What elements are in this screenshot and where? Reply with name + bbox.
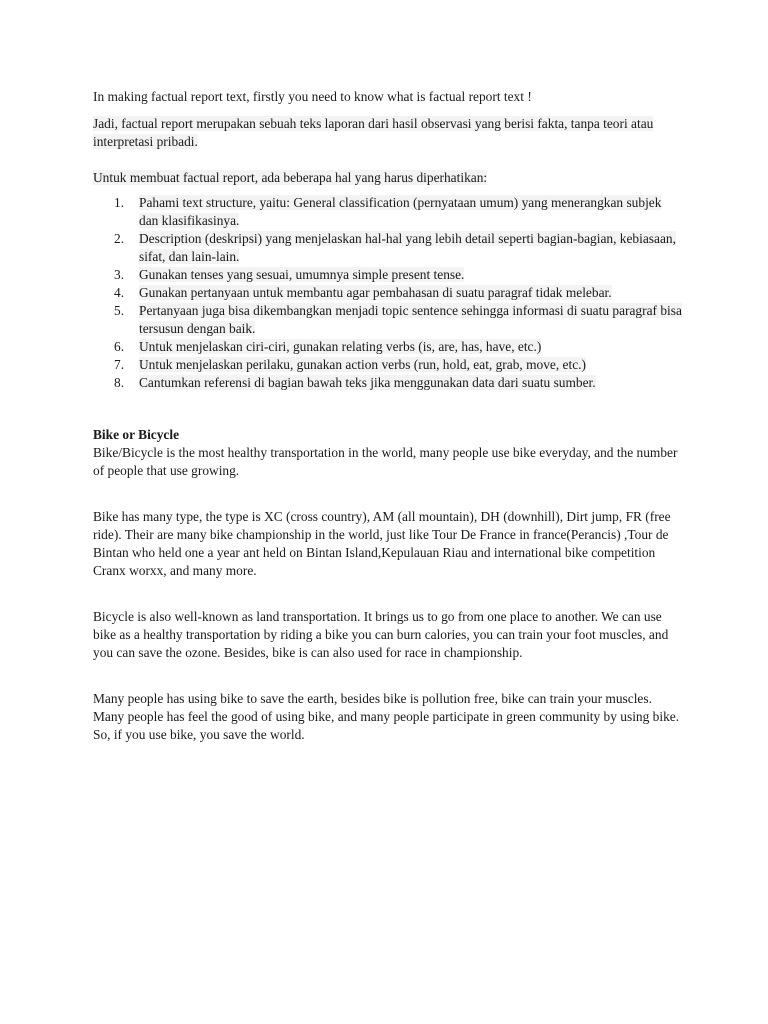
essay-paragraph: Bike/Bicycle is the most healthy transportation in the world, many people use bike everyday, and the number of people that use growing. [93, 445, 678, 478]
list-item-text: Untuk menjelaskan ciri-ciri, gunakan relating verbs (is, are, has, have, etc.) [139, 339, 542, 354]
list-intro-text: Untuk membuat factual report, ada beberapa hal yang harus diperhatikan: [93, 170, 488, 185]
list-item-number: 4. [114, 285, 125, 300]
list-item [93, 356, 683, 374]
list-item-text: Gunakan pertanyaan untuk membantu agar pembahasan di suatu paragraf tidak melebar. [139, 285, 612, 300]
list-item [93, 194, 683, 230]
list-item-text: Description (deskripsi) yang menjelaskan hal-hal yang lebih detail seperti bagian-bagian, kebiasaan, sifat, dan lain-lain. [139, 231, 676, 264]
list-item-number: 6. [114, 339, 125, 354]
list-item [93, 266, 683, 284]
list-item [93, 302, 683, 338]
list-intro [93, 169, 683, 187]
list-item-text: Pahami text structure, yaitu: General classification (pernyataan umum) yang menerangkan subjek dan klasifikasinya. [139, 195, 662, 228]
list-item-text: Pertanyaan juga bisa dikembangkan menjadi topic sentence sehingga informasi di suatu paragraf bisa tersusun dengan baik. [139, 303, 682, 336]
list-item-text: Gunakan tenses yang sesuai, umumnya simple present tense. [139, 267, 465, 282]
list-item-text: Untuk menjelaskan perilaku, gunakan action verbs (run, hold, eat, grab, move, etc.) [139, 357, 586, 372]
list-item-number: 1. [114, 195, 125, 210]
essay-paragraph: Bike has many type, the type is XC (cross country), AM (all mountain), DH (downhill), Dirt jump, FR (free ride). Their are many bike championship in the world, just like Tour De France in france(Perancis) ,Tour de Bintan who held one a year ant held on Bintan Island,Kepulauan Riau and international bike competition Cranx worxx, and many more. [93, 509, 671, 578]
document-page [93, 88, 683, 772]
essay-paragraph: Many people has using bike to save the earth, besides bike is pollution free, bike can train your muscles. Many people has feel the good of using bike, and many people participate in green community by using bike. So, if you use bike, you save the world. [93, 691, 680, 742]
definition-paragraph [93, 115, 683, 151]
list-item-number: 2. [114, 231, 125, 246]
tips-list [93, 194, 683, 392]
list-item-number: 8. [114, 375, 125, 390]
list-item-number: 7. [114, 357, 125, 372]
essay-paragraph: Bicycle is also well-known as land transportation. It brings us to go from one place to another. We can use bike as a healthy transportation by riding a bike you can burn calories, you can train your foot muscles, and you can save the ozone. Besides, bike is can also used for race in championship. [93, 609, 669, 660]
essay-title: Bike or Bicycle [93, 427, 180, 442]
definition-text: Jadi, factual report merupakan sebuah teks laporan dari hasil observasi yang berisi fakta, tanpa teori atau interpretasi pribadi. [93, 116, 654, 149]
list-item [93, 374, 683, 392]
list-item-number: 3. [114, 267, 125, 282]
list-item [93, 284, 683, 302]
list-item-number: 5. [114, 303, 125, 318]
list-item [93, 230, 683, 266]
list-item [93, 338, 683, 356]
intro-line: In making factual report text, firstly you need to know what is factual report text ! [93, 89, 532, 104]
list-item-text: Cantumkan referensi di bagian bawah teks jika menggunakan data dari suatu sumber. [139, 375, 596, 390]
